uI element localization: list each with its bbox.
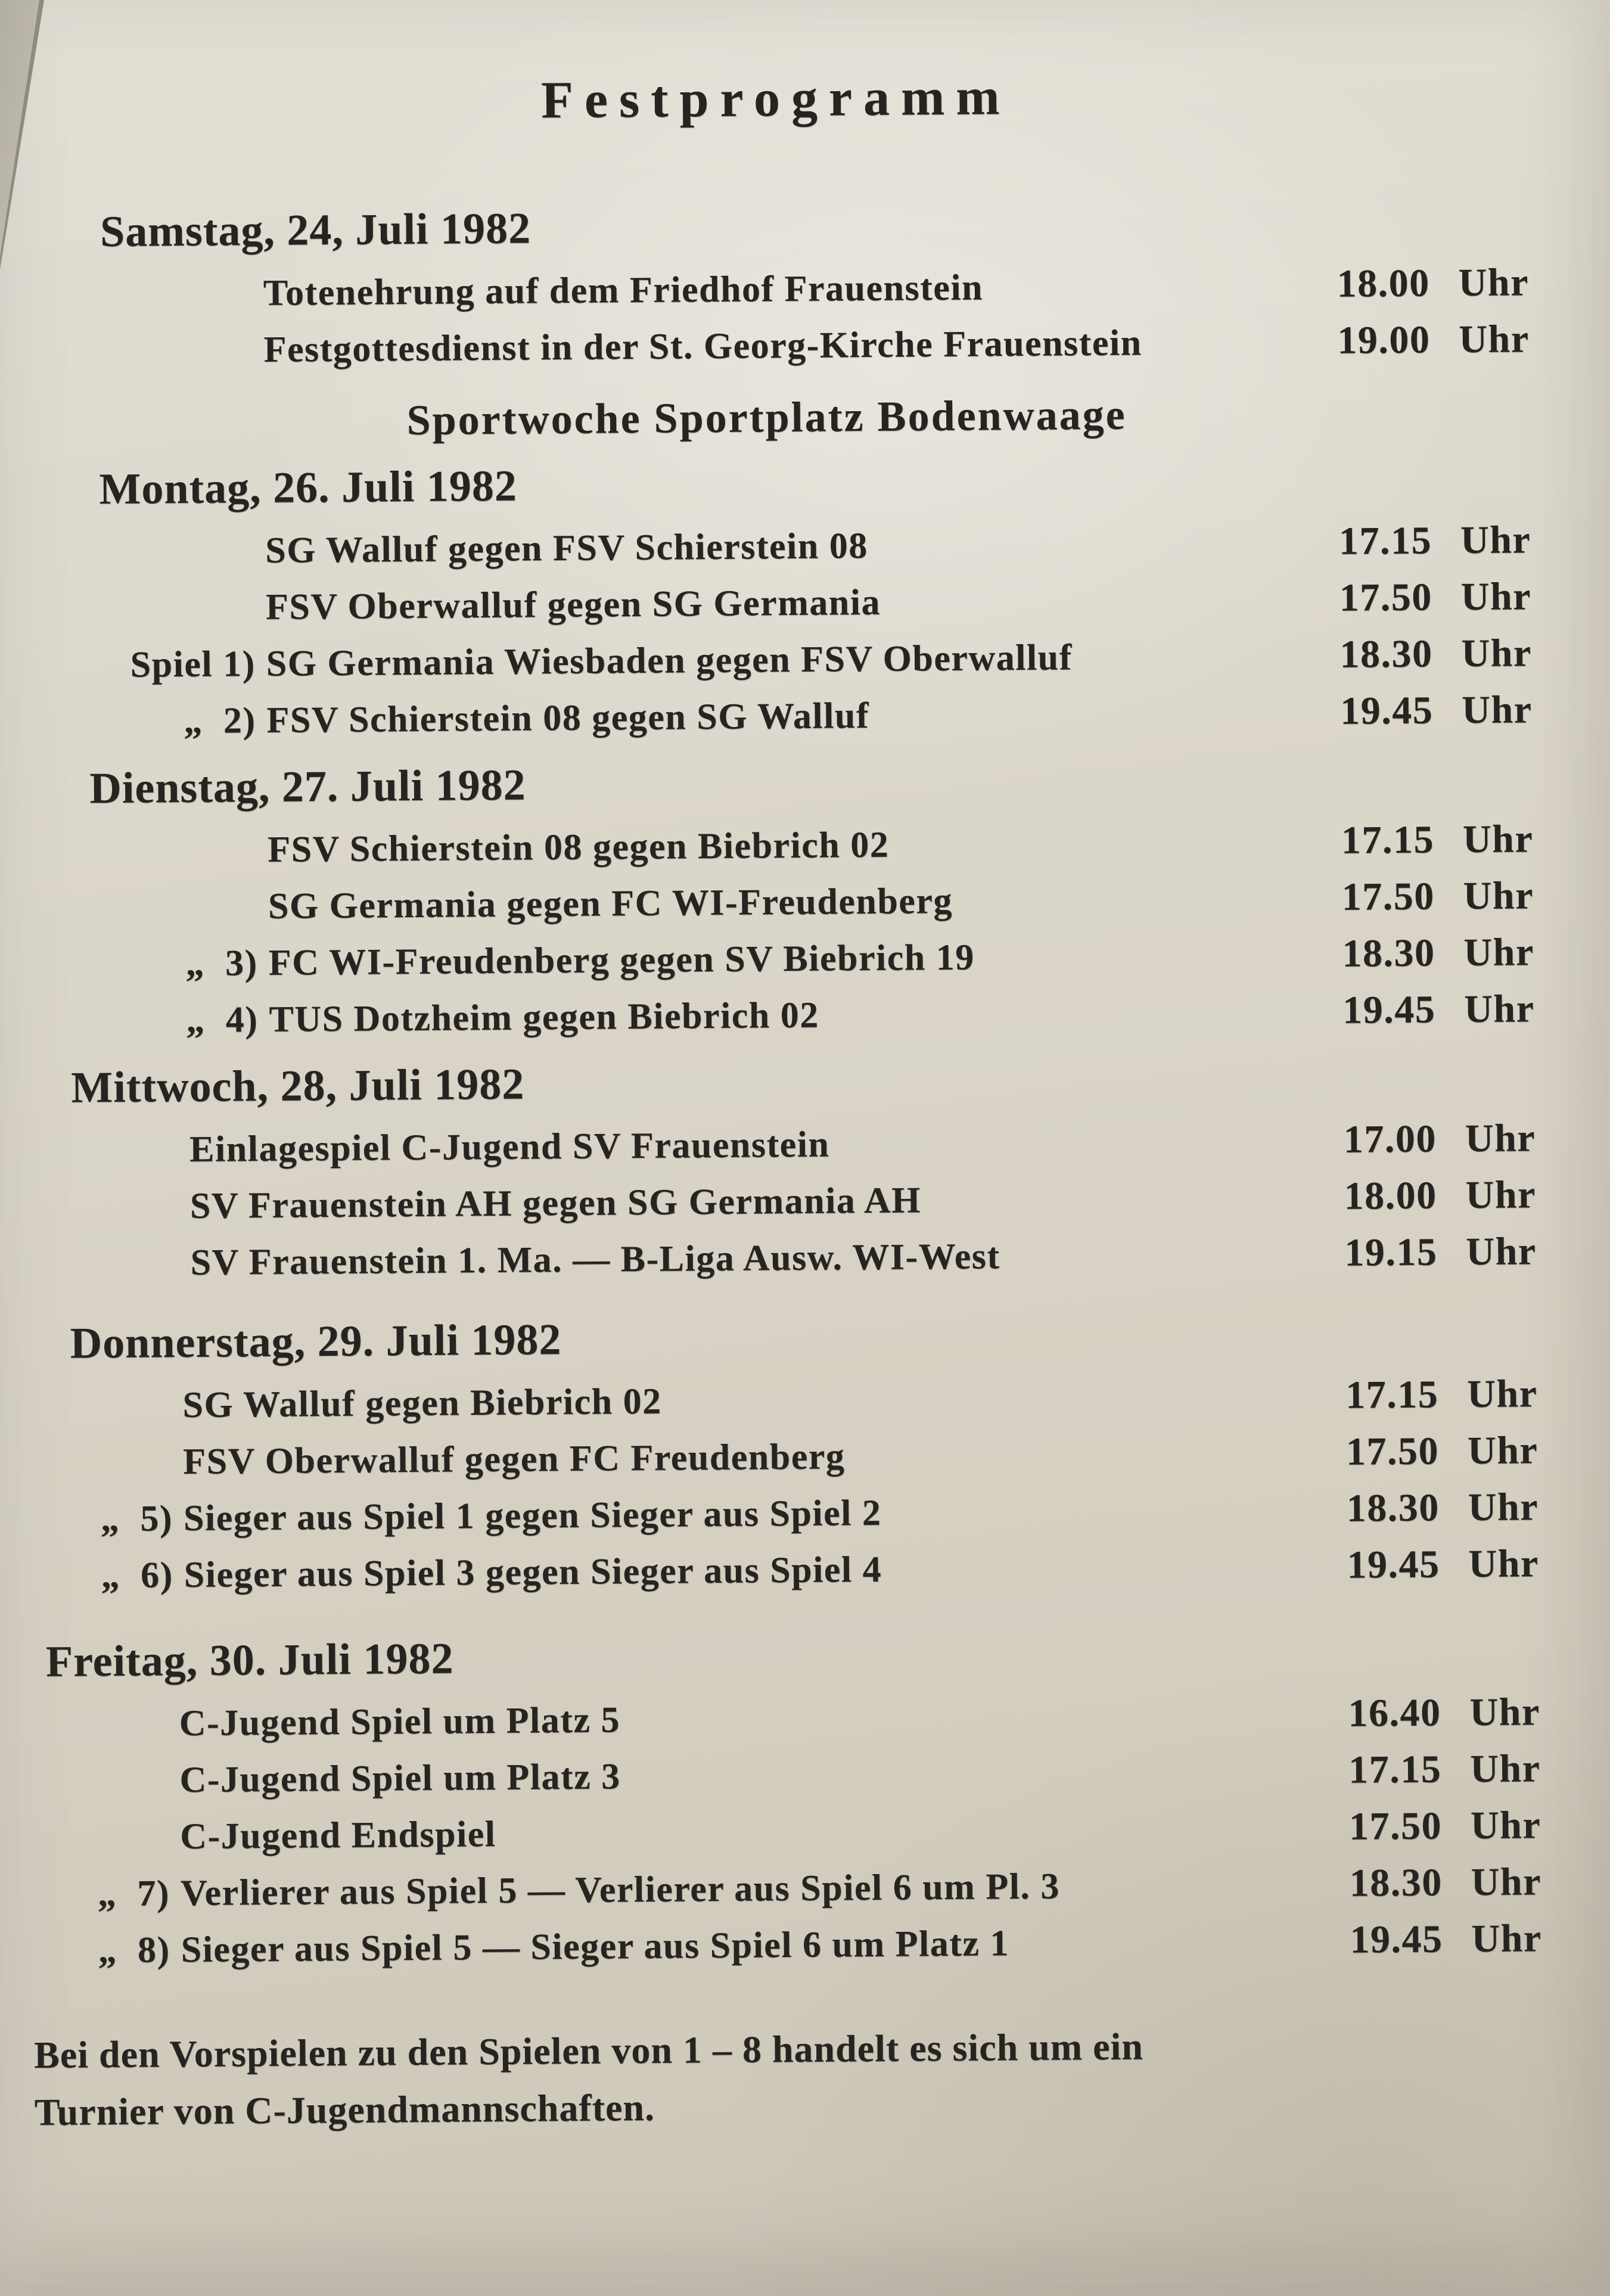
event-name: C-Jugend Endspiel [179,1813,496,1857]
event-name: C-Jugend Spiel um Platz 3 [179,1756,621,1801]
event-name: SV Frauenstein 1. Ma. — B-Liga Ausw. WI-West [190,1236,1000,1283]
section-freitag [45,1622,1542,1978]
event-name: TUS Dotzheim gegen Biebrich 02 [269,995,819,1040]
row-prefix [64,563,265,564]
event-name: SG Germania Wiesbaden gegen FSV Oberwalluf [266,637,1073,684]
event-time: 17.15 Uhr [1341,817,1534,862]
event-name: Festgottesdienst in der St. Georg-Kirche Frauenstein [263,322,1142,370]
row-prefix [69,1161,189,1163]
footer-note-line1: Bei den Vorspielen zu den Spielen von 1 – 8 handelt es sich um ein [33,2025,1144,2077]
row-prefix [74,1848,180,1849]
event-name: FC WI-Freudenberg gegen SV Biebrich 19 [268,937,975,983]
event-time: 19.15 Uhr [1344,1229,1537,1275]
row-prefix [63,362,264,363]
event-time: 17.15 Uhr [1338,518,1531,563]
event-time: 18.30 Uhr [1349,1860,1542,1905]
row-prefix [69,1218,190,1219]
day-heading-freitag: Freitag, 30. Juli 1982 [45,1634,454,1686]
event-time: 18.30 Uhr [1346,1485,1539,1530]
day-heading-samstag: Samstag, 24, Juli 1982 [100,204,532,257]
event-time: 19.45 Uhr [1342,987,1535,1032]
event-time: 17.50 Uhr [1339,574,1532,620]
event-name: SG Germania gegen FC WI-Freudenberg [268,880,953,927]
section-samstag [61,192,1530,379]
event-time: 17.50 Uhr [1345,1428,1538,1474]
schedule-row [65,682,1533,750]
page-title: Festprogramm [540,68,1011,130]
event-name: FSV Oberwalluf gegen FC Freudenberg [182,1436,846,1483]
footer-note-line2: Turnier von C-Jugendmannschaften. [34,2086,655,2134]
row-prefix [71,1417,183,1418]
day-heading-mittwoch: Mittwoch, 28, Juli 1982 [70,1060,525,1113]
section-donnerstag [70,1304,1539,1604]
row-prefix [64,619,266,621]
event-time: 17.15 Uhr [1348,1747,1541,1792]
section-montag [63,450,1533,750]
event-name: Totenehrung auf dem Friedhof Frauenstein [263,267,984,313]
event-time: 19.45 Uhr [1350,1916,1542,1962]
schedule-row [62,311,1530,379]
row-prefix [66,862,268,863]
event-time: 17.50 Uhr [1341,874,1534,919]
event-name: SG Walluf gegen FSV Schierstein 08 [265,525,868,571]
event-name: FSV Oberwalluf gegen SG Germania [265,582,881,627]
row-prefix [70,1275,191,1276]
event-time: 17.50 Uhr [1348,1803,1541,1848]
day-heading-montag: Montag, 26. Juli 1982 [99,461,518,514]
row-prefix: „ 6) [101,1555,174,1596]
event-time: 19.45 Uhr [1347,1542,1539,1587]
event-time: 18.30 Uhr [1339,631,1532,676]
row-prefix: Spiel 1) [130,644,256,685]
row-prefix: „ 7) [97,1873,170,1915]
schedule-row [72,1536,1539,1604]
event-name: Sieger aus Spiel 3 gegen Sieger aus Spiel 4 [184,1549,882,1596]
event-name: SV Frauenstein AH gegen SG Germania AH [189,1180,922,1226]
day-heading-dienstag: Dienstag, 27. Juli 1982 [89,760,526,813]
event-time: 19.45 Uhr [1339,688,1533,733]
event-time: 17.00 Uhr [1343,1116,1536,1161]
event-time: 16.40 Uhr [1348,1690,1540,1735]
section-dienstag [66,749,1535,1049]
row-prefix: „ 3) [185,943,258,984]
row-prefix [73,1735,179,1736]
event-name: FSV Schierstein 08 gegen Biebrich 02 [267,824,890,870]
row-prefix [62,305,263,307]
event-name: Sieger aus Spiel 1 gegen Sieger aus Spiel 2 [183,1492,882,1539]
event-name: Einlagespiel C-Jugend SV Frauenstein [189,1124,830,1170]
event-name: Verlierer aus Spiel 5 — Verlierer aus Spiel 6 um Pl. 3 [180,1866,1061,1914]
row-prefix [67,918,268,920]
day-heading-donnerstag: Donnerstag, 29. Juli 1982 [70,1315,562,1368]
event-name: FSV Schierstein 08 gegen SG Walluf [266,695,870,741]
row-prefix: „ 2) [184,700,256,741]
section-mittwoch [68,1048,1537,1291]
schedule-row [69,1223,1537,1291]
sportwoche-subtitle: Sportwoche Sportplatz Bodenwaage [406,390,1127,445]
event-time: 18.00 Uhr [1344,1173,1537,1218]
event-time: 18.00 Uhr [1337,260,1530,306]
event-name: C-Jugend Spiel um Platz 5 [179,1700,621,1744]
row-prefix: „ 5) [100,1498,173,1540]
event-name: Sieger aus Spiel 5 — Sieger aus Spiel 6 um Platz 1 [181,1923,1010,1971]
schedule-row [74,1910,1542,1978]
event-name: SG Walluf gegen Biebrich 02 [182,1381,662,1426]
event-time: 18.30 Uhr [1342,930,1534,975]
event-time: 17.15 Uhr [1345,1372,1538,1417]
row-prefix: „ 4) [186,999,259,1040]
schedule-row [67,981,1535,1049]
event-time: 19.00 Uhr [1337,317,1530,362]
row-prefix: „ 8) [98,1930,170,1971]
